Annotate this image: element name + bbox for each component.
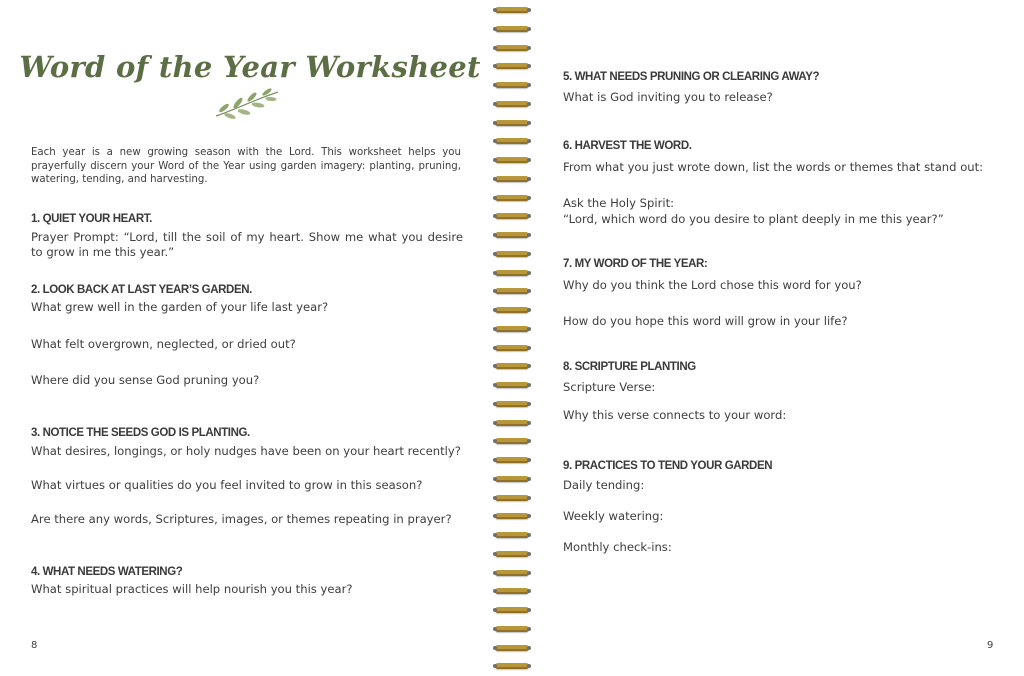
section-2-question-1: What grew well in the garden of your life last year? <box>31 300 329 314</box>
section-5-question-1: What is God inviting you to release? <box>563 90 773 104</box>
spiral-coil <box>495 513 529 519</box>
spiral-coil <box>495 438 529 444</box>
spiral-coil <box>495 532 529 538</box>
section-7-question-1: Why do you think the Lord chose this word for you? <box>563 278 862 292</box>
spiral-coil <box>495 551 529 557</box>
spiral-coil <box>495 120 529 126</box>
section-6-question-1: From what you just wrote down, list the words or themes that stand out: <box>563 160 984 174</box>
spiral-coil <box>495 7 529 13</box>
spiral-coil <box>495 495 529 501</box>
worksheet-title: Word of the Year Worksheet <box>19 50 481 84</box>
page-number-left: 8 <box>31 640 38 651</box>
spiral-coil <box>495 476 529 482</box>
spiral-coil <box>495 626 529 632</box>
spiral-coil <box>495 101 529 107</box>
section-3-heading: 3. NOTICE THE SEEDS GOD IS PLANTING. <box>31 427 250 439</box>
section-9-question-2: Weekly watering: <box>563 509 664 523</box>
section-2-question-3: Where did you sense God pruning you? <box>31 373 260 387</box>
spiral-coil <box>495 213 529 219</box>
section-1-prompt: Prayer Prompt: “Lord, till the soil of my heart. Show me what you desire to grow in me this year.” <box>31 230 463 259</box>
page-number-right: 9 <box>987 640 994 651</box>
section-3-question-1: What desires, longings, or holy nudges have been on your heart recently? <box>31 444 461 458</box>
section-2-question-2: What felt overgrown, neglected, or dried out? <box>31 337 296 351</box>
section-4-question-1: What spiritual practices will help nourish you this year? <box>31 582 353 596</box>
left-page <box>0 0 492 676</box>
spiral-coil <box>495 588 529 594</box>
spiral-coil <box>495 570 529 576</box>
section-5-heading: 5. WHAT NEEDS PRUNING OR CLEARING AWAY? <box>563 71 820 83</box>
spiral-coil <box>495 82 529 88</box>
section-4-heading: 4. WHAT NEEDS WATERING? <box>31 566 183 578</box>
spiral-coil <box>495 345 529 351</box>
section-8-question-1: Scripture Verse: <box>563 380 656 394</box>
section-9-heading: 9. PRACTICES TO TEND YOUR GARDEN <box>563 460 773 472</box>
spiral-coil <box>495 270 529 276</box>
section-8-question-2: Why this verse connects to your word: <box>563 408 787 422</box>
section-6-question-3: “Lord, which word do you desire to plant deeply in me this year?” <box>563 212 944 226</box>
spiral-coil <box>495 251 529 257</box>
section-2-heading: 2. LOOK BACK AT LAST YEAR’S GARDEN. <box>31 284 252 296</box>
spiral-coil <box>495 401 529 407</box>
spiral-coil <box>495 26 529 32</box>
spiral-coil <box>495 45 529 51</box>
intro-paragraph: Each year is a new growing season with the Lord. This worksheet helps you prayerfully discern your Word of the Year using garden imagery: planting, pruning, watering, tending, and harvesting. <box>31 147 461 186</box>
spiral-coil <box>495 138 529 144</box>
section-3-question-3: Are there any words, Scriptures, images, or themes repeating in prayer? <box>31 512 452 526</box>
spiral-coil <box>495 663 529 669</box>
section-6-question-2: Ask the Holy Spirit: <box>563 196 675 210</box>
spiral-coil <box>495 157 529 163</box>
olive-sprig-icon <box>210 86 282 122</box>
spiral-coil <box>495 63 529 69</box>
spiral-coil <box>495 645 529 651</box>
section-9-question-1: Daily tending: <box>563 478 645 492</box>
spiral-coil <box>495 382 529 388</box>
section-7-heading: 7. MY WORD OF THE YEAR: <box>563 258 708 270</box>
right-page <box>532 0 1024 676</box>
spiral-coil <box>495 232 529 238</box>
spiral-binding <box>492 0 532 676</box>
section-6-heading: 6. HARVEST THE WORD. <box>563 140 692 152</box>
section-9-question-3: Monthly check-ins: <box>563 540 672 554</box>
spiral-coil <box>495 195 529 201</box>
spiral-coil <box>495 607 529 613</box>
section-7-question-2: How do you hope this word will grow in your life? <box>563 314 848 328</box>
spiral-coil <box>495 307 529 313</box>
section-3-question-2: What virtues or qualities do you feel invited to grow in this season? <box>31 478 423 492</box>
spiral-coil <box>495 363 529 369</box>
section-8-heading: 8. SCRIPTURE PLANTING <box>563 361 696 373</box>
spiral-coil <box>495 288 529 294</box>
spiral-coil <box>495 326 529 332</box>
spiral-coil <box>495 176 529 182</box>
spiral-coil <box>495 420 529 426</box>
spiral-coil <box>495 457 529 463</box>
section-1-heading: 1. QUIET YOUR HEART. <box>31 213 152 225</box>
